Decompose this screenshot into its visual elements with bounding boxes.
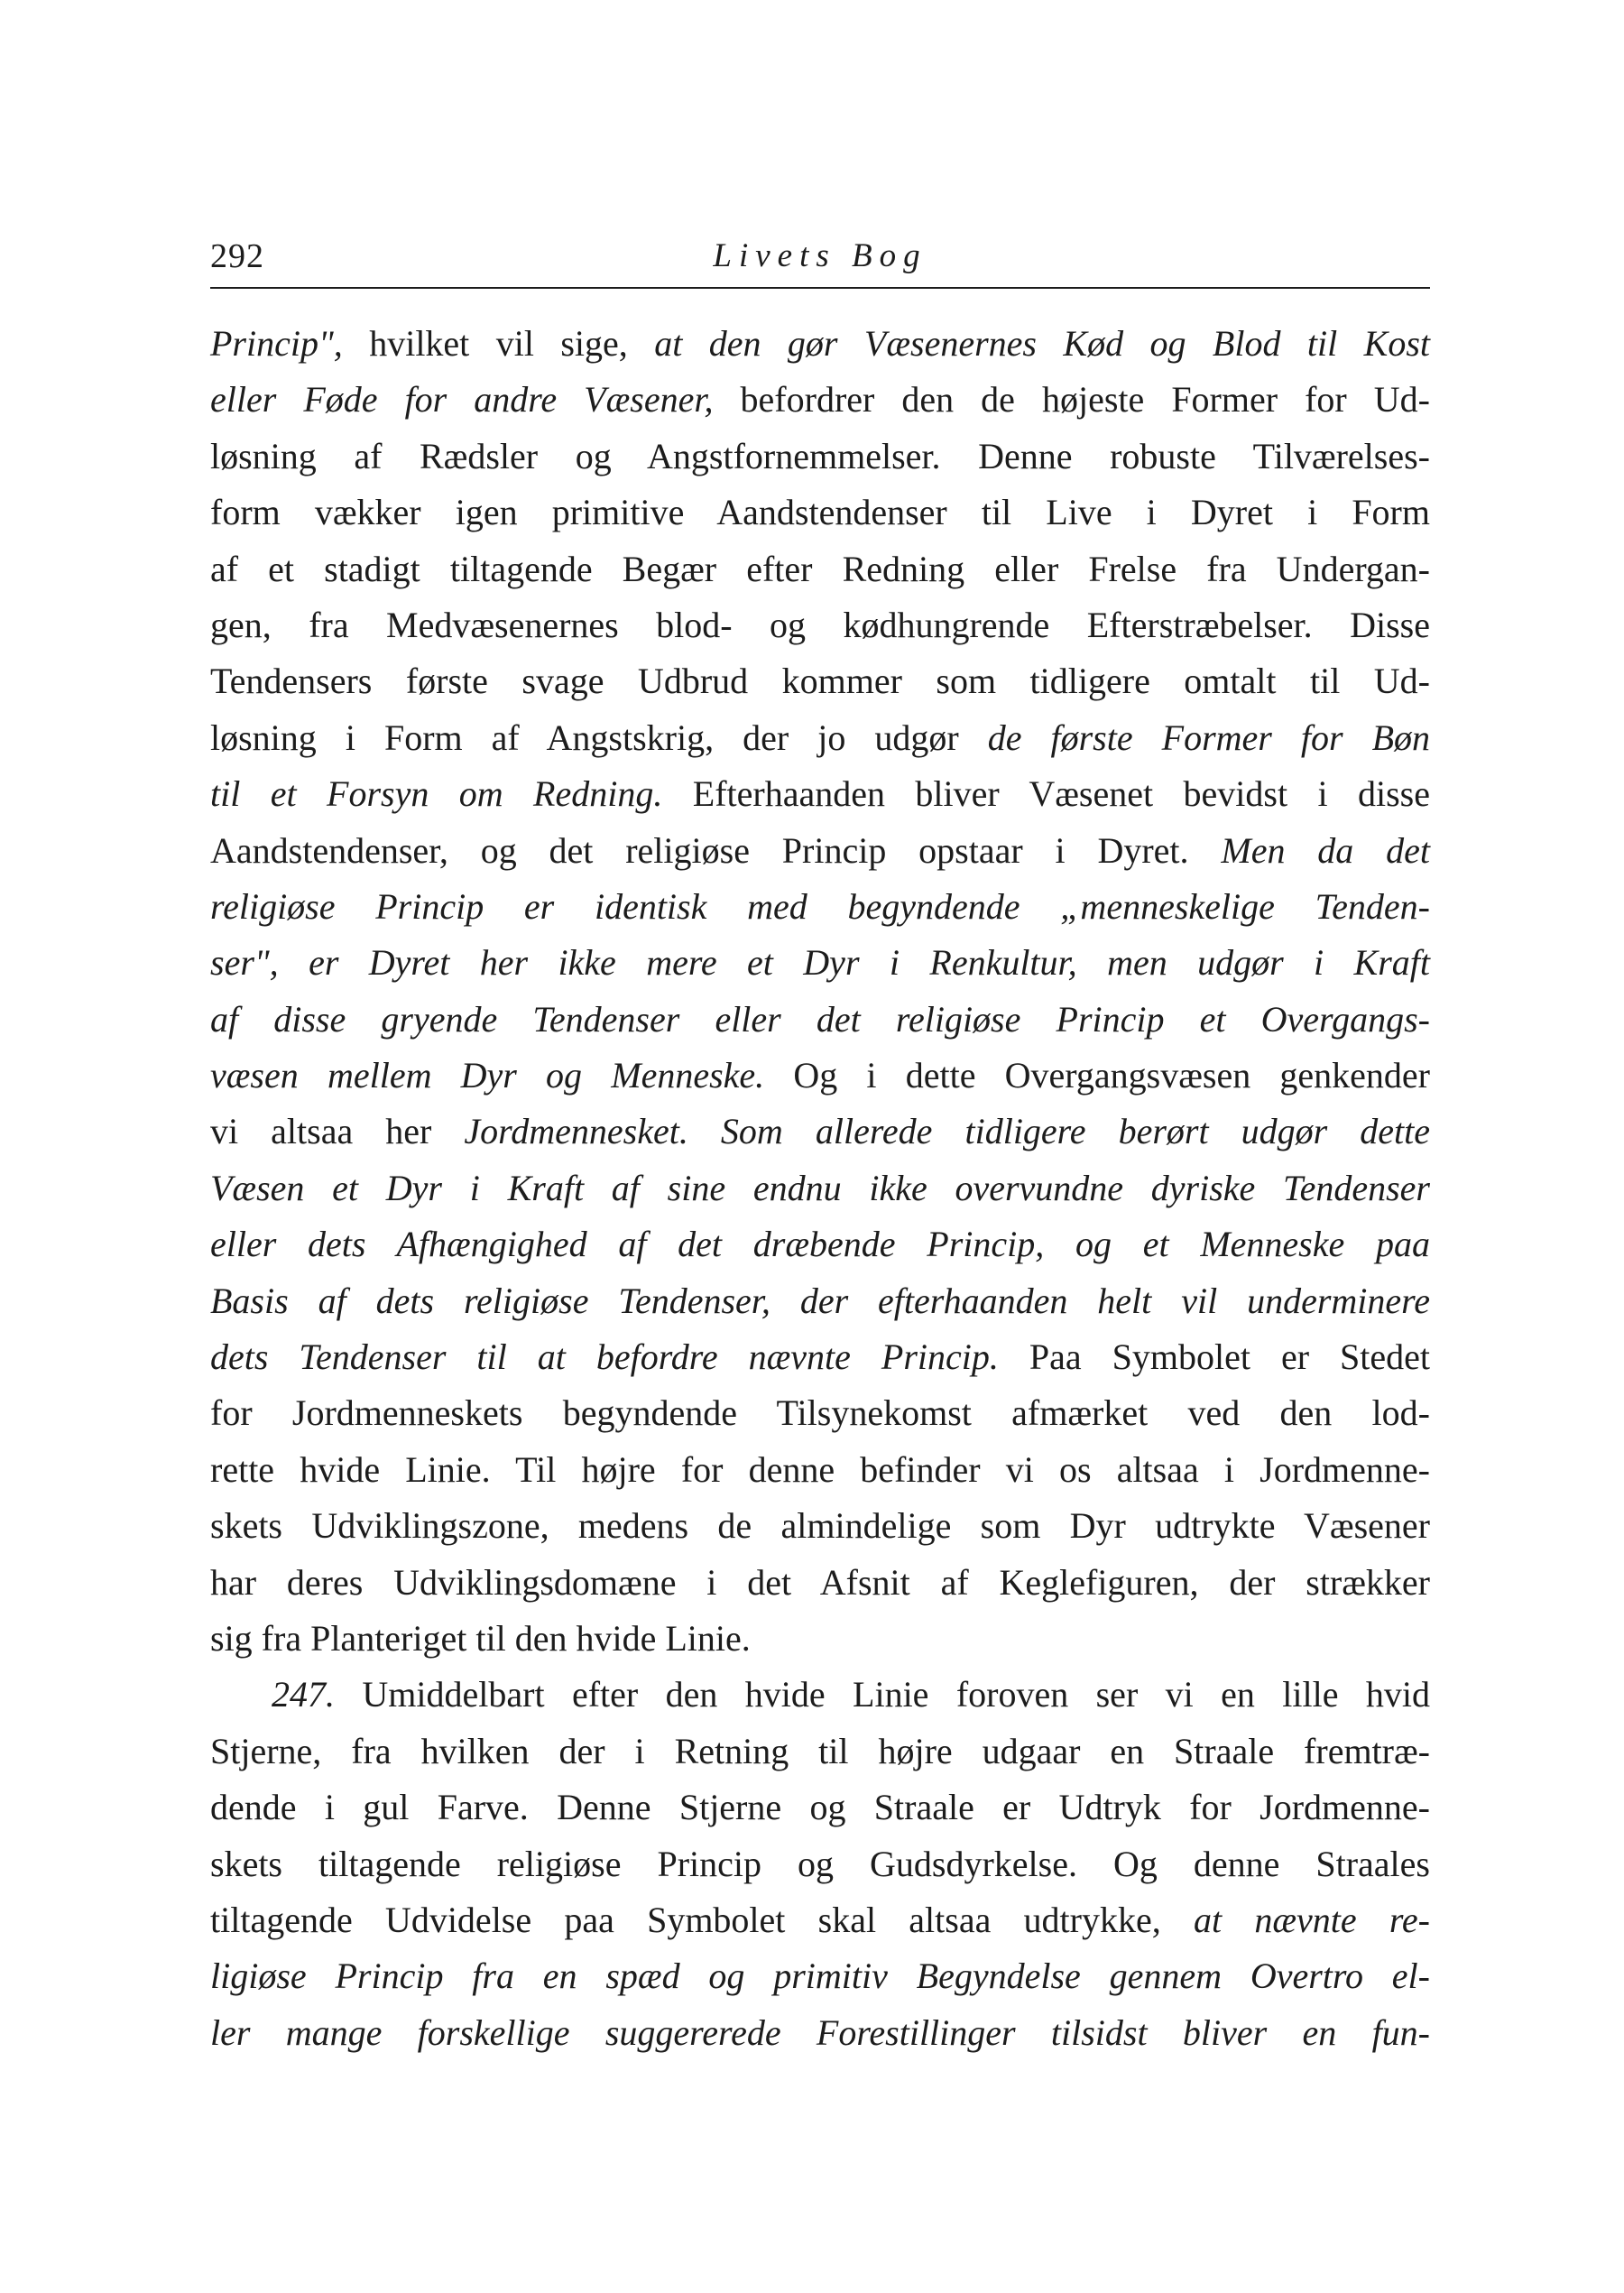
text-line (210, 429, 1430, 485)
text-line (210, 653, 1430, 709)
text-line (210, 992, 1430, 1048)
running-title: Livets Bog (713, 237, 927, 274)
text-line (210, 372, 1430, 428)
text-line (210, 1836, 1430, 1892)
text-line (210, 1048, 1430, 1104)
italic-text-run: religiøse Princip er identisk med begyndende „menneskelige Tenden- (210, 885, 1430, 927)
text-run: form vækker igen primitive Aandstendenser til Live i Dyret i Form (210, 492, 1430, 533)
text-line (210, 823, 1430, 879)
text-line (210, 1498, 1430, 1554)
italic-text-run: at nævnte re- (1193, 1899, 1430, 1940)
text-run: løsning i Form af Angstskrig, der jo udgør (210, 717, 988, 758)
italic-text-run: til et Forsyn om Redning. (210, 773, 693, 815)
text-line (210, 766, 1430, 822)
page-number: 292 (210, 237, 264, 275)
text-line (210, 1948, 1430, 2004)
italic-text-run: Jordmennesket. Som allerede tidligere berørt udgør dette (464, 1111, 1430, 1152)
text-line (210, 1892, 1430, 1948)
italic-text-run: væsen mellem Dyr og Menneske. (210, 1055, 794, 1096)
italic-text-run: ler mange forskellige suggererede Forestillinger tilsidst bliver en fun- (210, 2011, 1430, 2053)
text-line (210, 879, 1430, 935)
italic-text-run: Basis af dets religiøse Tendenser, der efterhaanden helt vil underminere (210, 1280, 1430, 1321)
text-line (210, 597, 1430, 653)
text-line (210, 1104, 1430, 1160)
text-line (210, 1273, 1430, 1329)
text-line (210, 1385, 1430, 1441)
page-header (210, 233, 1430, 287)
italic-text-run: ser", er Dyret her ikke mere et Dyr i Renkultur, men udgør i Kraft (210, 942, 1430, 984)
text-run: gen, fra Medvæsenernes blod- og kødhungrende Efterstræbelser. Disse (210, 604, 1430, 645)
text-line (210, 1724, 1430, 1780)
text-run: hvilket vil sige, (369, 323, 655, 364)
text-line (210, 935, 1430, 991)
italic-text-run: eller Føde for andre Væsener, (210, 379, 741, 421)
text-line (210, 1780, 1430, 1835)
text-line (210, 2005, 1430, 2061)
text-run: befordrer den de højeste Former for Ud- (740, 379, 1431, 421)
italic-text-run: at den gør Væsenernes Kød og Blod til Kost (654, 323, 1430, 364)
italic-text-run: 247. (272, 1674, 363, 1715)
text-run: for Jordmenneskets begyndende Tilsynekomst afmærket ved den lod- (210, 1392, 1430, 1434)
text-run: dende i gul Farve. Denne Stjerne og Straale er Udtryk for Jordmenne- (210, 1787, 1430, 1828)
text-run: Og i dette Overgangsvæsen genkender (793, 1055, 1430, 1096)
text-line (210, 316, 1430, 372)
text-run: Efterhaanden bliver Væsenet bevidst i disse (692, 773, 1430, 815)
text-run: løsning af Rædsler og Angstfornemmelser. Denne robuste Tilværelses- (210, 435, 1430, 476)
text-line (210, 1329, 1430, 1385)
italic-text-run: Princip", (210, 323, 370, 364)
italic-text-run: eller dets Afhængighed af det dræbende Princip, og et Menneske paa (210, 1224, 1430, 1265)
text-run: skets Udviklingszone, medens de almindelige som Dyr udtrykte Væsener (210, 1505, 1430, 1547)
italic-text-run: de første Former for Bøn (987, 717, 1430, 758)
text-line (210, 710, 1430, 766)
text-run: Tendensers første svage Udbrud kommer som tidligere omtalt til Ud- (210, 661, 1430, 702)
text-run: skets tiltagende religiøse Princip og Gudsdyrkelse. Og denne Straales (210, 1843, 1430, 1884)
text-run: tiltagende Udvidelse paa Symbolet skal altsaa udtrykke, (210, 1899, 1194, 1940)
text-run: Umiddelbart efter den hvide Linie foroven ser vi en lille hvid (362, 1674, 1431, 1715)
text-run: har deres Udviklingsdomæne i det Afsnit af Keglefiguren, der strækker (210, 1561, 1430, 1603)
italic-text-run: Væsen et Dyr i Kraft af sine endnu ikke overvundne dyriske Tendenser (210, 1167, 1430, 1208)
text-run: Aandstendenser, og det religiøse Princip opstaar i Dyret. (210, 829, 1222, 871)
text-line (210, 541, 1430, 597)
italic-text-run: Men da det (1221, 829, 1430, 871)
text-line (210, 1611, 1430, 1667)
body-text (210, 316, 1430, 2061)
text-line (210, 1442, 1430, 1498)
italic-text-run: af disse gryende Tendenser eller det religiøse Princip et Overgangs- (210, 998, 1430, 1040)
italic-text-run: dets Tendenser til at befordre nævnte Princip. (210, 1336, 1029, 1378)
text-run: Paa Symbolet er Stedet (1029, 1336, 1430, 1378)
text-run: sig fra Planteriget til den hvide Linie. (210, 1617, 751, 1659)
text-run: Stjerne, fra hvilken der i Retning til højre udgaar en Straale fremtræ- (210, 1730, 1430, 1771)
text-line (210, 1667, 1430, 1723)
text-run: af et stadigt tiltagende Begær efter Redning eller Frelse fra Undergan- (210, 548, 1430, 589)
text-line (210, 1555, 1430, 1611)
italic-text-run: ligiøse Princip fra en spæd og primitiv Begyndelse gennem Overtro el- (210, 1956, 1430, 1997)
text-line (210, 1160, 1430, 1216)
header-rule (210, 287, 1430, 289)
text-run: vi altsaa her (210, 1111, 465, 1152)
text-run: rette hvide Linie. Til højre for denne befinder vi os altsaa i Jordmenne- (210, 1448, 1430, 1490)
text-line (210, 485, 1430, 541)
text-line (210, 1216, 1430, 1272)
